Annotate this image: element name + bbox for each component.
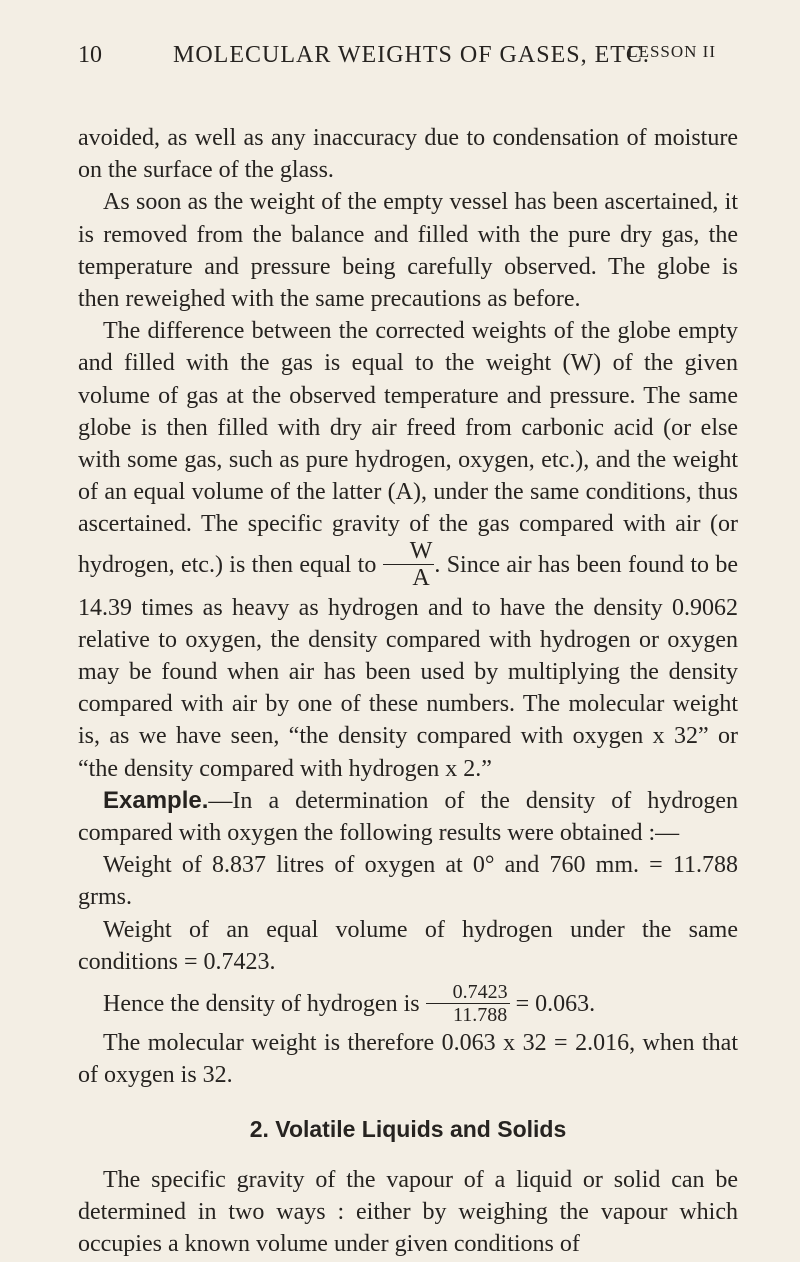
running-title: MOLECULAR WEIGHTS OF GASES, ETC.	[173, 42, 650, 68]
fraction-denominator: A	[412, 564, 430, 591]
paragraph-continued: avoided, as well as any inaccuracy due to condensation of moisture on the surface of the glass.	[78, 125, 738, 184]
sg-text-b: . Since air has been found to be 14.39 times as heavy as hydrogen and to have the density 0.9062 relative to oxygen, the density compared with hydrogen or oxygen may be found when air has been used by multiplying the density compared with air by one of these numbers. The molecular weight is, as we have seen, “the density compared with oxygen x 32” or “the density compared with hydrogen x 2.”	[78, 551, 739, 782]
paragraph-example	[78, 785, 738, 849]
page-number: 10	[78, 42, 102, 68]
fraction-denominator: 11.788	[452, 1004, 508, 1027]
weight-hydrogen: Weight of an equal volume of hydrogen under the same conditions = 0.7423.	[78, 916, 738, 975]
example-label: Example.	[103, 786, 209, 814]
paragraph-vapour: The specific gravity of the vapour of a liquid or solid can be determined in two ways : either by weighing the vapour which occupies a known volume under given conditions of	[78, 1166, 738, 1258]
hence-text: Hence the density of hydrogen is	[103, 991, 420, 1018]
fraction-numerator: 0.7423	[426, 982, 510, 1004]
density-calculation	[78, 981, 738, 1027]
fraction-numerator: W	[383, 539, 435, 565]
fraction-density	[426, 982, 510, 1025]
fraction-w-over-a	[383, 539, 435, 590]
main-text	[78, 122, 738, 1260]
paragraph-specific-gravity	[78, 315, 738, 785]
hence-result: = 0.063.	[515, 991, 596, 1018]
weight-oxygen: Weight of 8.837 litres of oxygen at 0° and 760 mm. = 11.788 grms.	[78, 852, 738, 911]
paragraph-weighing: As soon as the weight of the empty vessel has been ascertained, it is removed from the balance and filled with the pure dry gas, the temperature and pressure being carefully observed. The globe is then reweighed with the same precautions as before.	[78, 189, 738, 313]
sg-text-a: The difference between the corrected weights of the globe empty and filled with the gas is equal to the weight (W) of the given volume of gas at the observed temperature and pressure. The same globe is then filled with dry air freed from carbonic acid (or else with some gas, such as pure hydrogen, oxygen, etc.), and the weight of an equal volume of the latter (A), under the same conditions, thus ascertained. The specific gravity of the gas compared with air (or hydrogen, etc.) is then equal to	[78, 318, 738, 578]
section-heading: 2. Volatile Liquids and Solids	[249, 1116, 567, 1143]
example-text: —In a determination of the density of hydrogen compared with oxygen the following results were obtained :—	[78, 787, 738, 847]
lesson-label: LESSON II	[627, 42, 716, 61]
molecular-weight-result: The molecular weight is therefore 0.063 x 32 = 2.016, when that of oxygen is 32.	[78, 1030, 738, 1089]
